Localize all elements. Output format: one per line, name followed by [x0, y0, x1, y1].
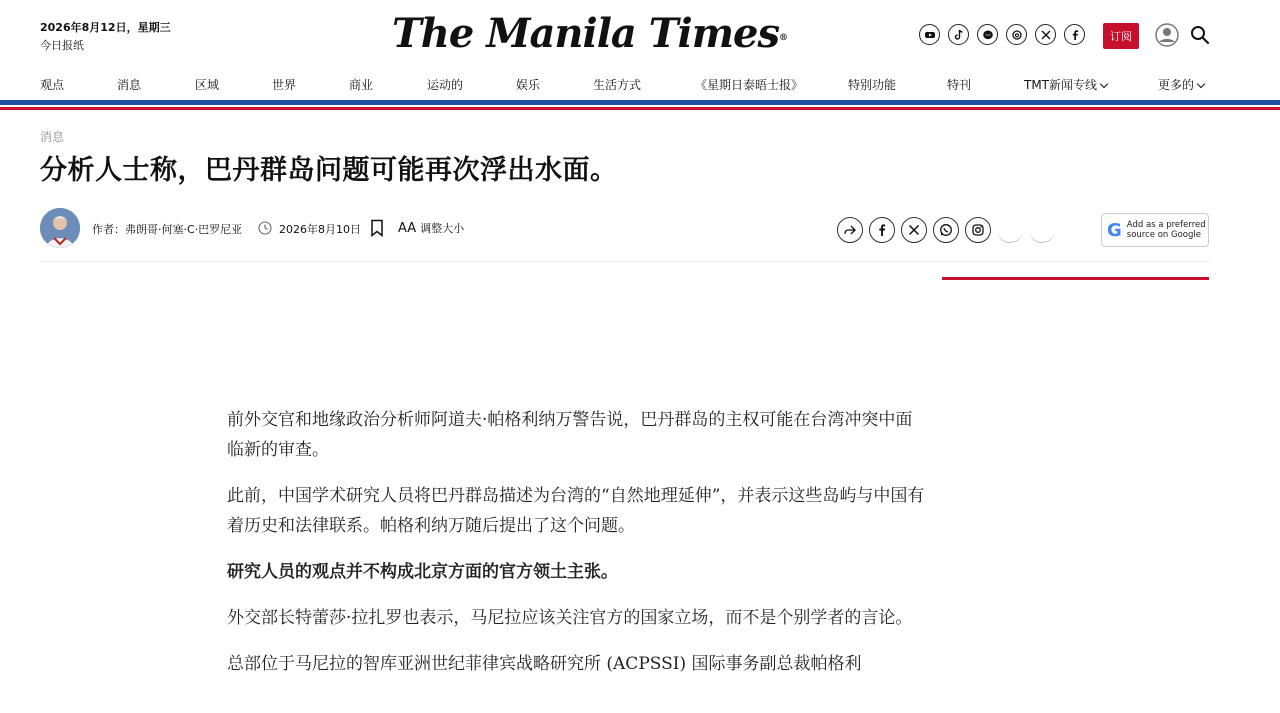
nav-item-label: 世界	[272, 78, 297, 92]
site-logo-text: The Manila Times	[392, 10, 779, 57]
nav-item-regions[interactable]	[195, 76, 219, 93]
nav-item-tmt-newswire[interactable]	[1024, 76, 1107, 93]
main-nav	[0, 70, 1280, 100]
nav-item-world[interactable]	[272, 76, 296, 93]
nav-item-label: 娱乐	[516, 78, 541, 92]
google-preferred-label	[1127, 220, 1206, 240]
share-facebook-icon[interactable]	[869, 217, 895, 243]
nav-item-label: TMT新闻专线	[1024, 78, 1098, 92]
nav-item-label: 区域	[195, 78, 220, 92]
byline	[40, 208, 1220, 250]
nav-item-label: 生活方式	[593, 78, 642, 92]
site-header	[0, 0, 1280, 70]
registered-mark: ®	[779, 33, 787, 43]
nav-item-label: 商业	[349, 78, 374, 92]
share-buttons	[837, 217, 1055, 243]
sidebar-red-rule	[942, 277, 1209, 280]
nav-item-lifestyle[interactable]	[593, 76, 641, 93]
article-paragraph: 外交部长特蕾莎·拉扎罗也表示，马尼拉应该关注官方的国家立场，而不是个别学者的言论。	[227, 608, 913, 628]
nav-item-label: 观点	[40, 78, 65, 92]
share-instagram-icon[interactable]	[965, 217, 991, 243]
section-label[interactable]: 消息	[40, 130, 65, 144]
date-block	[40, 19, 171, 55]
google-preferred-line2: source on Google	[1126, 230, 1201, 240]
youtube-icon[interactable]	[919, 24, 940, 45]
search-icon[interactable]	[1190, 25, 1210, 45]
share-placeholder-icon[interactable]	[997, 217, 1023, 243]
chevron-down-icon	[1100, 80, 1108, 88]
article-headline: 分析人士称，巴丹群岛问题可能再次浮出水面。	[40, 155, 618, 186]
nav-item-label: 更多的	[1158, 78, 1195, 92]
google-preferred-line1: Add as a preferred	[1126, 220, 1206, 230]
article-body	[227, 405, 927, 695]
byline-divider	[40, 261, 1209, 262]
google-icon: G	[1107, 219, 1122, 241]
article-paragraph: 研究人员的观点并不构成北京方面的官方领土主张。	[227, 562, 618, 582]
nav-item-label: 特别功能	[848, 78, 897, 92]
nav-item-sunday-times[interactable]	[695, 76, 803, 93]
social-links	[919, 24, 1085, 45]
share-icon[interactable]	[837, 217, 863, 243]
facebook-icon[interactable]	[1064, 24, 1085, 45]
user-account-icon[interactable]	[1155, 23, 1179, 47]
author-name[interactable]: 作者：弗朗哥·何塞·C·巴罗尼亚	[92, 223, 243, 236]
resize-text-button[interactable]	[398, 220, 464, 236]
article-paragraph: 前外交官和地缘政治分析师阿道夫·帕格利纳万警告说，巴丹群岛的主权可能在台湾冲突中面临新的审查。	[227, 410, 913, 460]
x-icon[interactable]	[1035, 24, 1056, 45]
publish-date: 2026年8月10日	[279, 223, 361, 236]
bookmark-icon[interactable]	[370, 219, 384, 237]
google-preferred-source-button[interactable]	[1101, 213, 1209, 247]
subscribe-button[interactable]: 订阅	[1103, 23, 1139, 49]
text-size-icon: AA	[398, 221, 417, 236]
chevron-down-icon	[1197, 80, 1205, 88]
nav-stripe-red	[0, 107, 1280, 110]
article-paragraph: 总部位于马尼拉的智库亚洲世纪菲律宾战略研究所 (ACPSSI) 国际事务副总裁帕格利	[227, 654, 862, 674]
site-logo[interactable]	[392, 8, 787, 60]
nav-item-sports[interactable]	[427, 76, 463, 93]
nav-item-special-features[interactable]	[848, 76, 896, 93]
threads-icon[interactable]	[1006, 24, 1027, 45]
tiktok-icon[interactable]	[948, 24, 969, 45]
nav-item-label: 特刊	[947, 78, 972, 92]
nav-item-label: 《星期日泰晤士报》	[695, 78, 804, 92]
todays-paper-link[interactable]: 今日报纸	[40, 39, 84, 52]
share-x-icon[interactable]	[901, 217, 927, 243]
article-paragraph: 此前，中国学术研究人员将巴丹群岛描述为台湾的“自然地理延伸”，并表示这些岛屿与中国有着历史和法律联系。帕格利纳万随后提出了这个问题。	[227, 486, 925, 536]
share-whatsapp-icon[interactable]	[933, 217, 959, 243]
share-placeholder-icon[interactable]	[1029, 217, 1055, 243]
clock-icon	[258, 221, 272, 235]
messenger-icon[interactable]	[977, 24, 998, 45]
nav-item-more[interactable]	[1158, 76, 1204, 93]
nav-item-entertainment[interactable]	[516, 76, 540, 93]
nav-item-opinion[interactable]	[40, 76, 64, 93]
nav-item-label: 运动的	[427, 78, 464, 92]
nav-item-label: 消息	[117, 78, 142, 92]
nav-item-business[interactable]	[349, 76, 373, 93]
resize-text-label: 调整大小	[420, 222, 465, 235]
nav-item-special-editions[interactable]	[947, 76, 971, 93]
current-date: 2026年8月12日，星期三	[40, 21, 171, 34]
author-avatar[interactable]	[40, 208, 80, 248]
nav-item-news[interactable]	[117, 76, 141, 93]
